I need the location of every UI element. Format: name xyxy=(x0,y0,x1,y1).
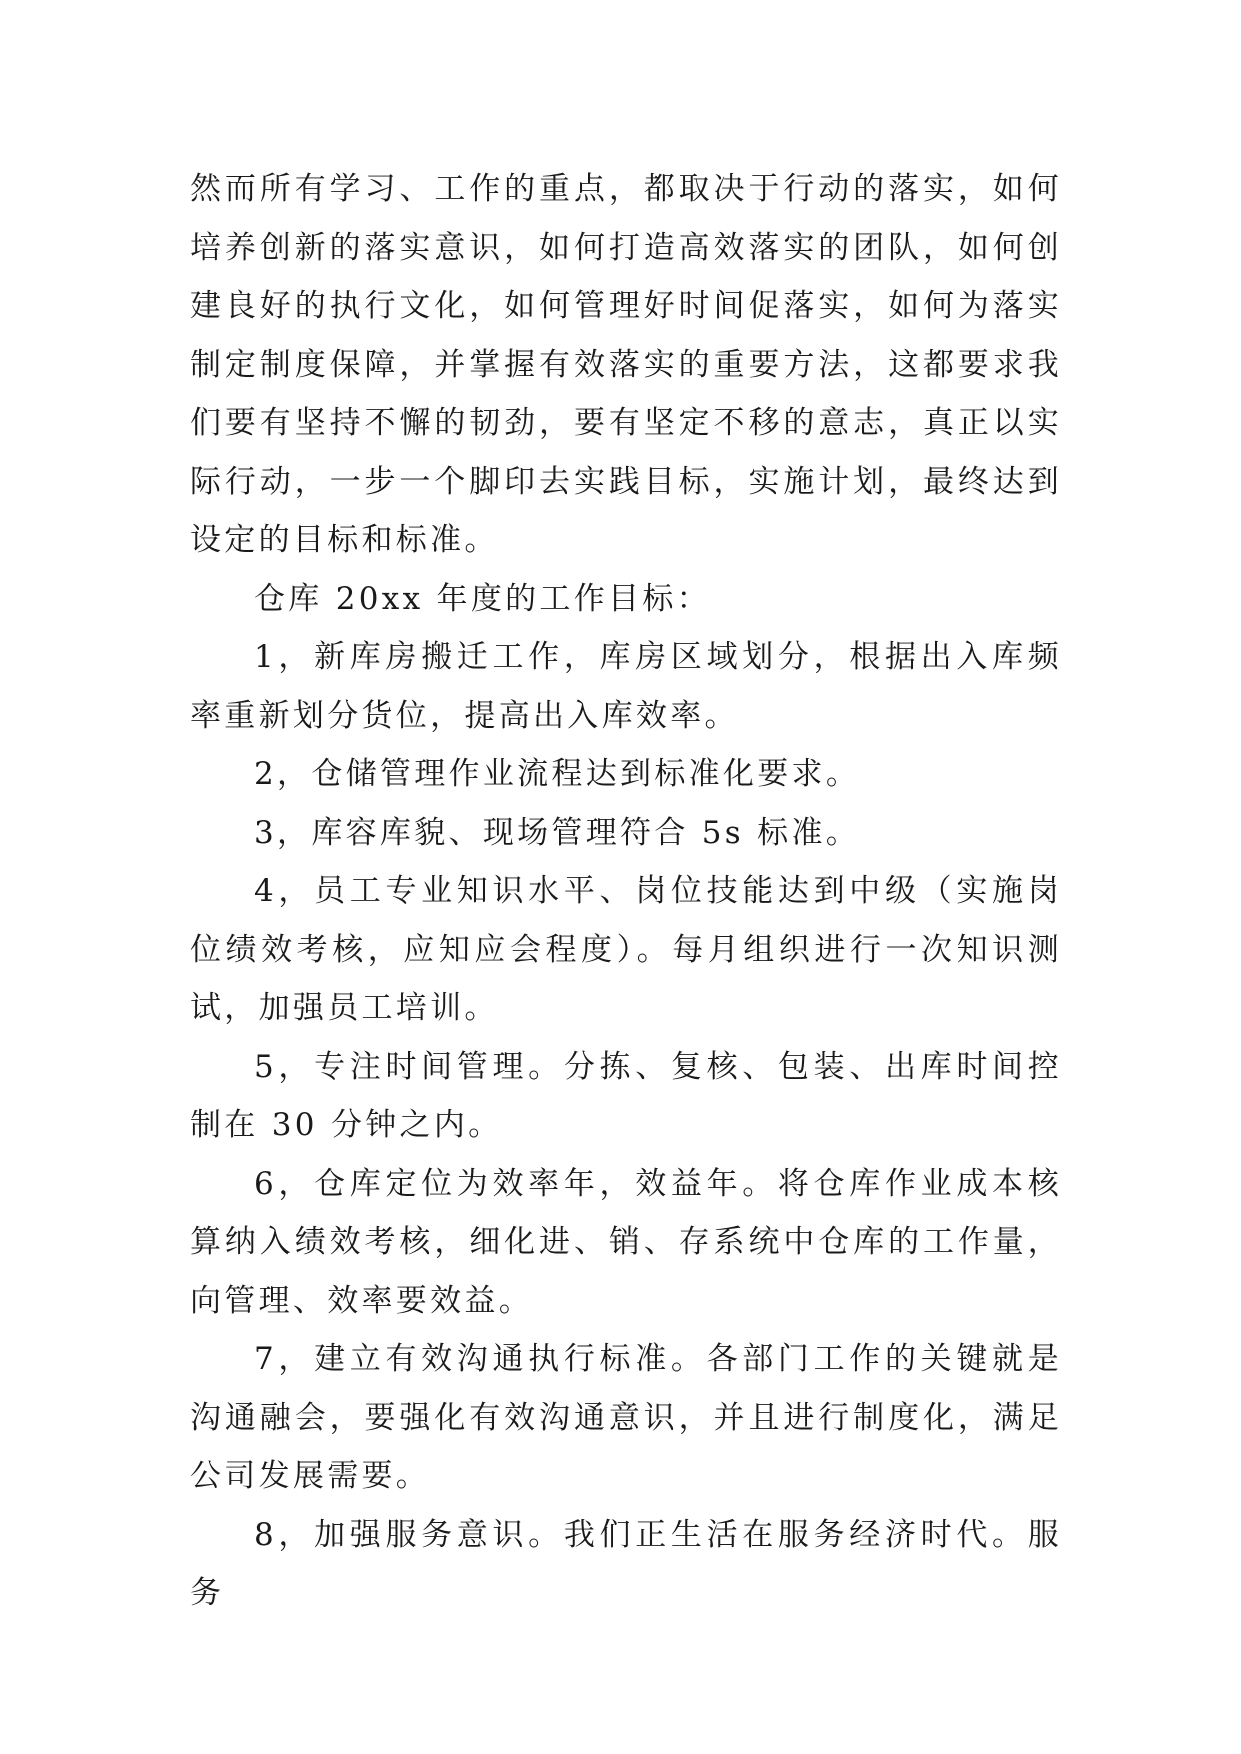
paragraph-goal-7: 7，建立有效沟通执行标准。各部门工作的关键就是沟通融会，要强化有效沟通意识，并且进行制度化，满足公司发展需要。 xyxy=(190,1341,1062,1494)
paragraph-goal-6: 6，仓库定位为效率年，效益年。将仓库作业成本核算纳入绩效考核，细化进、销、存系统中仓库的工作量，向管理、效率要效益。 xyxy=(190,1165,1062,1319)
paragraph-goal-2: 2，仓储管理作业流程达到标准化要求。 xyxy=(254,756,861,792)
paragraph-goals-heading: 仓库 20xx 年度的工作目标： xyxy=(254,580,711,617)
paragraph-goal-1: 1，新库房搬迁工作，库房区域划分，根据出入库频率重新划分货位，提高出入库效率。 xyxy=(190,639,1062,734)
paragraph-goal-5: 5，专注时间管理。分拣、复核、包装、出库时间控制在 30 分钟之内。 xyxy=(190,1048,1062,1143)
paragraph-goal-8: 8，加强服务意识。我们正生活在服务经济时代。服务 xyxy=(190,1516,1062,1611)
paragraph-goal-3: 3，库容库貌、现场管理符合 5s 标准。 xyxy=(254,814,861,851)
paragraph-intro: 然而所有学习、工作的重点，都取决于行动的落实，如何培养创新的落实意识，如何打造高效落实的团队，如何创建良好的执行文化，如何管理好时间促落实，如何为落实制定制度保障，并掌握有效落实的重要方法，这都要求我们要有坚持不懈的韧劲，要有坚定不移的意志，真正以实际行动，一步一个脚印去实践目标，实施计划，最终达到设定的目标和标准。 xyxy=(190,171,1062,558)
document-body xyxy=(190,160,1062,1623)
paragraph-goal-4: 4，员工专业知识水平、岗位技能达到中级（实施岗位绩效考核，应知应会程度）。每月组织进行一次知识测试，加强员工培训。 xyxy=(190,873,1062,1026)
